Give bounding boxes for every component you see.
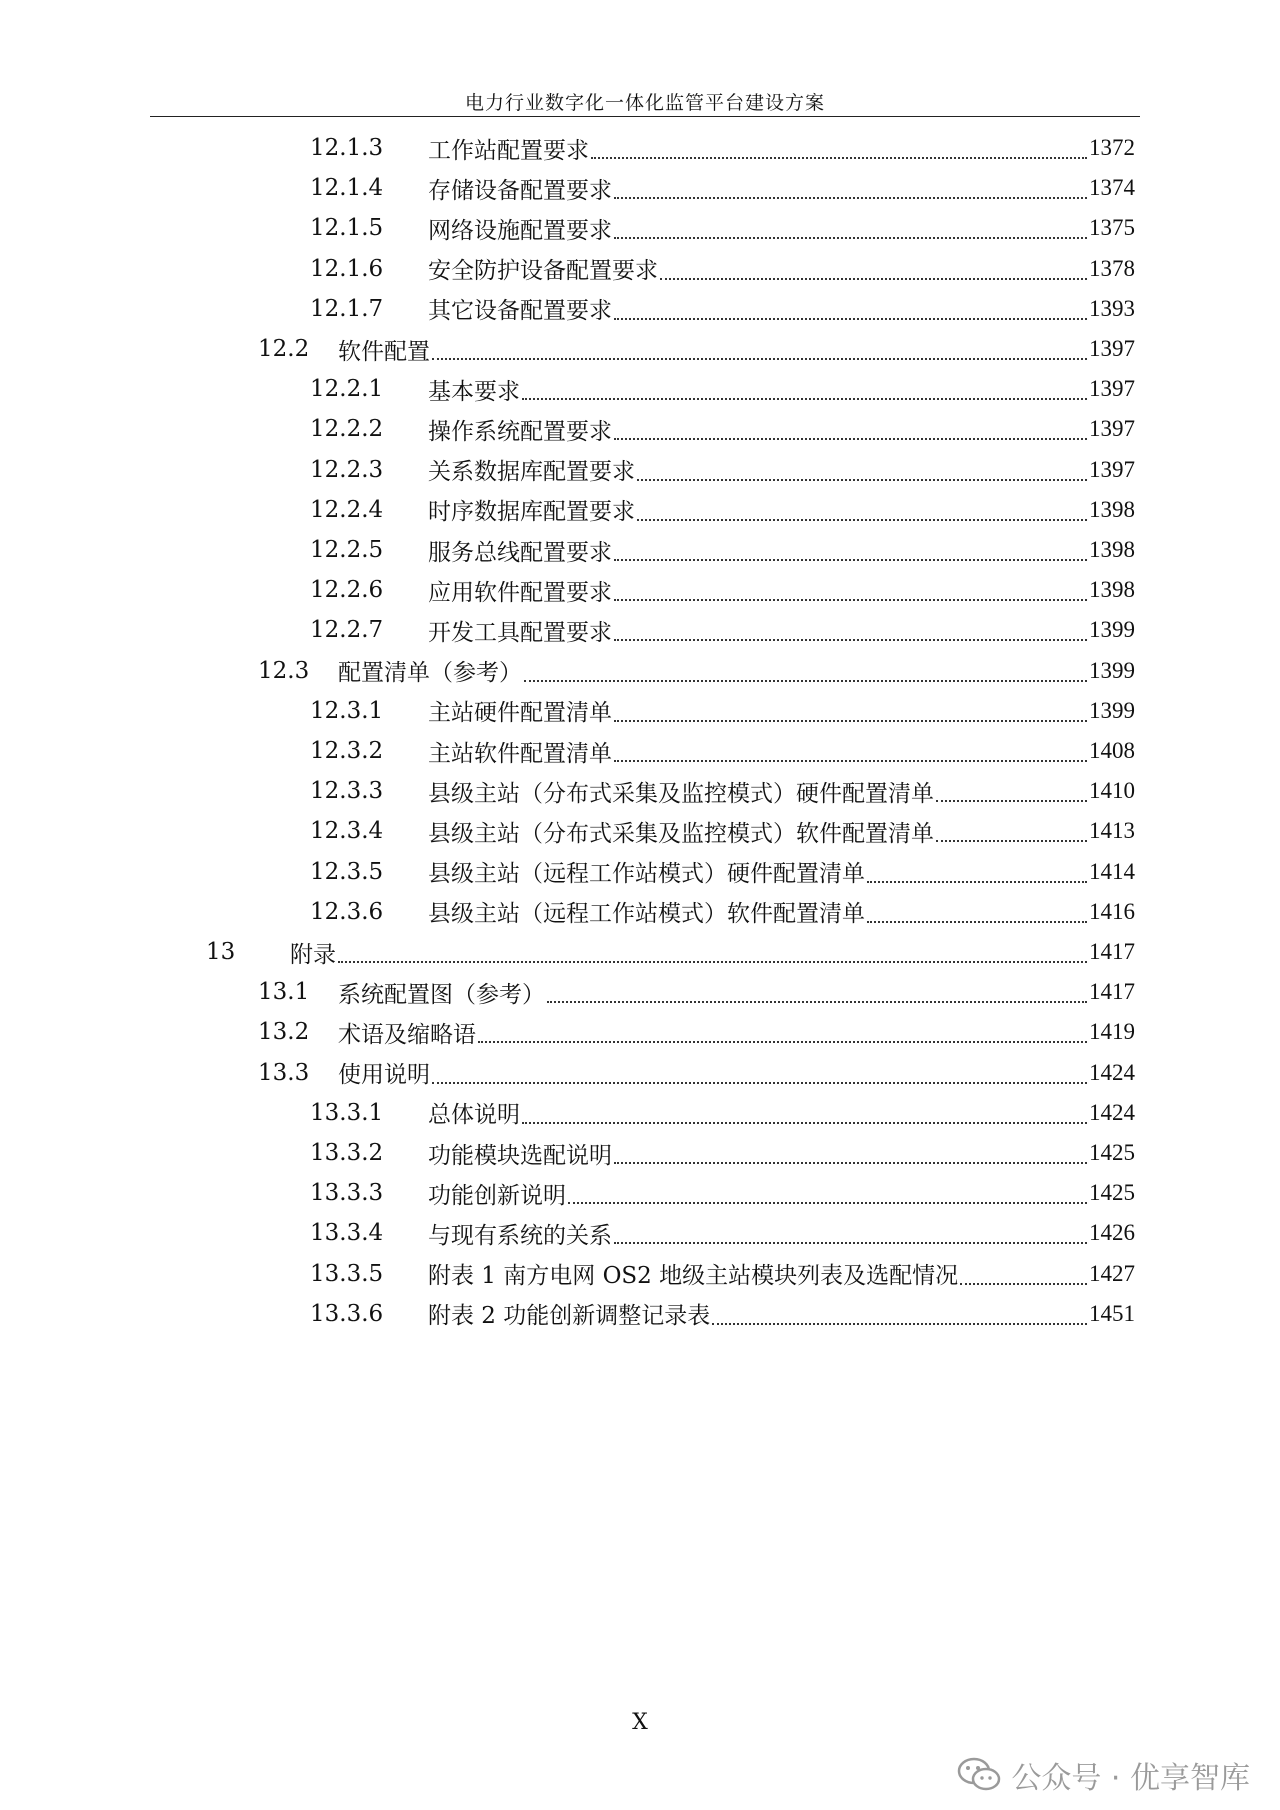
toc-entry-page: 1398 <box>1089 496 1135 522</box>
toc-entry-number: 12.3.6 <box>310 898 384 925</box>
toc-entry-title: 工作站配置要求 <box>428 137 589 164</box>
toc-leader-dots <box>591 157 1087 159</box>
toc-entry-title: 附表 2 功能创新调整记录表 <box>428 1303 711 1330</box>
toc-leader-dots <box>338 961 1087 963</box>
toc-leader-dots <box>712 1323 1087 1325</box>
toc-entry[interactable] <box>310 208 1135 248</box>
toc-entry-page: 1424 <box>1089 1099 1135 1125</box>
toc-entry-number: 13.2 <box>258 1019 310 1046</box>
page-number: X <box>632 1710 648 1735</box>
toc-entry-title: 时序数据库配置要求 <box>428 499 635 526</box>
toc-entry[interactable] <box>310 570 1135 610</box>
toc-entry-page: 1425 <box>1089 1180 1135 1206</box>
toc-entry-page: 1413 <box>1089 818 1135 844</box>
toc-entry-title: 功能模块选配说明 <box>428 1142 612 1169</box>
toc-entry-page: 1399 <box>1089 697 1135 723</box>
toc-entry-number: 12.2 <box>258 336 310 362</box>
toc-entry[interactable] <box>258 329 1135 369</box>
toc-leader-dots <box>936 800 1087 802</box>
toc-entry-title: 术语及缩略语 <box>338 1021 476 1048</box>
toc-entry-page: 1399 <box>1089 657 1135 683</box>
toc-leader-dots <box>614 1242 1087 1244</box>
toc-entry[interactable] <box>310 249 1135 289</box>
toc-entry[interactable] <box>310 490 1135 530</box>
toc-entry-page: 1397 <box>1089 376 1135 402</box>
toc-entry[interactable] <box>310 1133 1135 1173</box>
toc-entry-title: 其它设备配置要求 <box>428 298 612 325</box>
toc-entry-title: 县级主站（远程工作站模式）硬件配置清单 <box>428 861 865 888</box>
toc-entry-title: 安全防护设备配置要求 <box>428 258 658 285</box>
toc-entry-page: 1372 <box>1089 135 1135 160</box>
toc-leader-dots <box>614 197 1087 199</box>
page-header-title: 电力行业数字化一体化监管平台建设方案 <box>464 92 825 114</box>
header-divider <box>150 116 1140 117</box>
toc-entry[interactable] <box>310 1254 1135 1294</box>
toc-entry-page: 1397 <box>1089 416 1135 442</box>
toc-entry-page: 1410 <box>1089 778 1135 804</box>
toc-leader-dots <box>522 398 1087 400</box>
toc-entry-number: 12.2.2 <box>310 416 384 443</box>
toc-entry-number: 13.1 <box>258 979 310 1006</box>
toc-entry-title: 主站硬件配置清单 <box>428 700 612 727</box>
toc-entry[interactable] <box>310 731 1135 771</box>
toc-entry-page: 1417 <box>1089 939 1135 964</box>
toc-entry-number: 12.3.5 <box>310 858 384 885</box>
toc-entry-number: 13.3.3 <box>310 1180 384 1207</box>
toc-entry[interactable] <box>258 1053 1135 1093</box>
toc-entry-title: 网络设施配置要求 <box>428 217 612 244</box>
toc-leader-dots <box>524 680 1087 682</box>
toc-entry-number: 13.3.2 <box>310 1140 384 1166</box>
toc-entry[interactable] <box>206 932 1135 972</box>
toc-entry[interactable] <box>310 289 1135 329</box>
toc-entry-page: 1375 <box>1089 215 1135 241</box>
toc-entry-page: 1427 <box>1089 1260 1135 1286</box>
toc-leader-dots <box>568 1202 1087 1204</box>
toc-entry[interactable] <box>310 128 1135 168</box>
toc-entry-number: 12.2.1 <box>310 376 384 403</box>
toc-entry-number: 12.2.3 <box>310 456 384 483</box>
toc-entry-number: 13.3.4 <box>310 1220 384 1247</box>
toc-entry-number: 12.2.6 <box>310 577 384 604</box>
toc-entry-number: 12.3 <box>258 657 310 684</box>
toc-entry-page: 1393 <box>1089 295 1135 321</box>
toc-entry[interactable] <box>310 450 1135 490</box>
toc-entry-title: 服务总线配置要求 <box>428 539 612 566</box>
toc-leader-dots <box>637 479 1087 481</box>
toc-entry-number: 12.2.5 <box>310 537 384 563</box>
toc-entry[interactable] <box>310 771 1135 811</box>
toc-entry-number: 12.2.4 <box>310 496 384 523</box>
toc-entry-number: 12.1.6 <box>310 255 384 282</box>
toc-entry-number: 12.1.7 <box>310 295 384 322</box>
toc-entry-title: 存储设备配置要求 <box>428 177 612 204</box>
toc-entry-page: 1399 <box>1089 617 1135 643</box>
toc-entry-title: 配置清单（参考） <box>338 660 522 687</box>
toc-entry-page: 1398 <box>1089 537 1135 562</box>
toc-entry[interactable] <box>310 369 1135 409</box>
toc-leader-dots <box>432 1082 1087 1084</box>
toc-leader-dots <box>614 318 1087 320</box>
toc-entry-number: 12.3.4 <box>310 818 384 845</box>
toc-entry-page: 1425 <box>1089 1140 1135 1165</box>
toc-leader-dots <box>614 559 1087 561</box>
toc-entry[interactable] <box>258 972 1135 1012</box>
toc-leader-dots <box>614 599 1087 601</box>
toc-entry-page: 1408 <box>1089 738 1135 763</box>
toc-entry-page: 1424 <box>1089 1059 1135 1085</box>
toc-leader-dots <box>522 1122 1087 1124</box>
toc-leader-dots <box>867 921 1087 923</box>
toc-entry-number: 12.3.2 <box>310 738 384 764</box>
toc-entry-page: 1398 <box>1089 577 1135 603</box>
toc-entry[interactable] <box>310 530 1135 570</box>
toc-entry[interactable] <box>310 168 1135 208</box>
toc-entry[interactable] <box>258 1012 1135 1052</box>
toc-leader-dots <box>637 519 1087 521</box>
toc-entry-title: 应用软件配置要求 <box>428 579 612 606</box>
wechat-icon <box>957 1756 1001 1794</box>
toc-entry-title: 主站软件配置清单 <box>428 740 612 767</box>
toc-entry-number: 13 <box>206 939 236 965</box>
toc-entry-page: 1378 <box>1089 255 1135 281</box>
toc-entry-title: 操作系统配置要求 <box>428 418 612 445</box>
toc-leader-dots <box>614 1162 1087 1164</box>
toc-entry[interactable] <box>310 1213 1135 1253</box>
toc-entry-number: 13.3 <box>258 1059 310 1086</box>
toc-entry[interactable] <box>258 651 1135 691</box>
toc-leader-dots <box>547 1001 1087 1003</box>
toc-entry-number: 12.3.1 <box>310 697 384 724</box>
toc-entry-page: 1417 <box>1089 979 1135 1005</box>
toc-entry-title: 县级主站（远程工作站模式）软件配置清单 <box>428 901 865 928</box>
toc-entry[interactable] <box>310 610 1135 650</box>
toc-leader-dots <box>867 881 1087 883</box>
toc-entry-title: 开发工具配置要求 <box>428 619 612 646</box>
toc-entry-page: 1426 <box>1089 1220 1135 1246</box>
toc-leader-dots <box>614 438 1087 440</box>
toc-leader-dots <box>960 1283 1087 1285</box>
toc-leader-dots <box>614 639 1087 641</box>
toc-entry-page: 1419 <box>1089 1019 1135 1045</box>
toc-entry-title: 县级主站（分布式采集及监控模式）硬件配置清单 <box>428 780 934 807</box>
toc-entry-page: 1397 <box>1089 456 1135 482</box>
toc-entry-page: 1374 <box>1089 175 1135 201</box>
toc-leader-dots <box>936 840 1087 842</box>
toc-entry[interactable] <box>310 691 1135 731</box>
toc-entry[interactable] <box>310 1173 1135 1213</box>
toc-entry[interactable] <box>310 409 1135 449</box>
toc-entry-title: 使用说明 <box>338 1062 430 1089</box>
toc-entry-title: 县级主站（分布式采集及监控模式）软件配置清单 <box>428 820 934 847</box>
toc-entry-title: 与现有系统的关系 <box>428 1222 612 1249</box>
toc-leader-dots <box>478 1041 1087 1043</box>
toc-entry-number: 12.2.7 <box>310 617 384 644</box>
toc-entry[interactable] <box>310 811 1135 851</box>
toc-entry[interactable] <box>310 1093 1135 1133</box>
toc-entry-number: 13.3.1 <box>310 1099 384 1126</box>
toc-entry[interactable] <box>310 852 1135 892</box>
toc-entry-number: 12.1.5 <box>310 215 384 242</box>
toc-entry-title: 总体说明 <box>428 1102 520 1129</box>
toc-entry-title: 软件配置 <box>338 338 430 365</box>
toc-entry-page: 1414 <box>1089 858 1135 884</box>
toc-entry-number: 12.1.4 <box>310 175 384 202</box>
watermark-text: 公众号 · 优享智库 <box>1011 1761 1250 1796</box>
toc-entry-title: 附表 1 南方电网 OS2 地级主站模块列表及选配情况 <box>428 1263 959 1290</box>
toc-entry-title: 功能创新说明 <box>428 1182 566 1209</box>
toc-entry-number: 12.1.3 <box>310 135 384 161</box>
toc-entry-title: 关系数据库配置要求 <box>428 459 635 486</box>
toc-entry-number: 13.3.5 <box>310 1260 384 1287</box>
watermark <box>957 1753 1250 1797</box>
toc-entry-number: 12.3.3 <box>310 778 384 805</box>
toc-entry-page: 1397 <box>1089 336 1135 361</box>
toc-leader-dots <box>432 358 1087 360</box>
toc-entry-page: 1416 <box>1089 898 1135 924</box>
toc-leader-dots <box>614 237 1087 239</box>
toc-entry-title: 基本要求 <box>428 378 520 405</box>
toc-leader-dots <box>614 760 1087 762</box>
toc-entry-title: 附录 <box>290 941 336 968</box>
toc-entry-page: 1451 <box>1089 1300 1135 1326</box>
toc-entry-title: 系统配置图（参考） <box>338 981 545 1008</box>
toc-leader-dots <box>614 720 1087 722</box>
toc-entry[interactable] <box>310 1294 1135 1334</box>
toc-leader-dots <box>660 278 1087 280</box>
toc-entry-number: 13.3.6 <box>310 1300 384 1327</box>
toc-entry[interactable] <box>310 892 1135 932</box>
